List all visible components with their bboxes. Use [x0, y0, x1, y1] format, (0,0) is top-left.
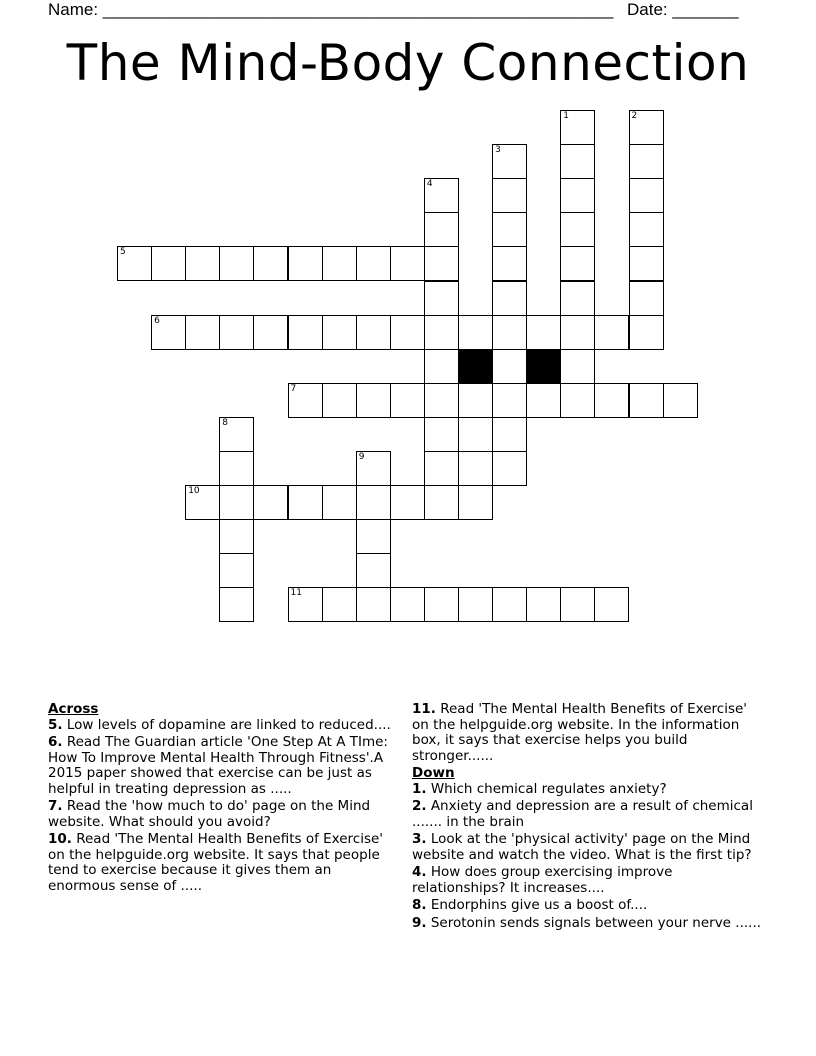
grid-cell[interactable] — [117, 246, 152, 281]
clue-number-label: 4 — [426, 179, 433, 190]
clue-down-1 — [412, 782, 762, 798]
grid-cell[interactable] — [560, 246, 595, 281]
clue-number: 9. — [412, 914, 427, 931]
clue-number: 7. — [48, 798, 63, 814]
across-heading: Across — [48, 701, 99, 717]
grid-cell[interactable] — [253, 246, 288, 281]
clue-down-3 — [412, 832, 762, 863]
clue-number-label: 10 — [188, 486, 200, 497]
grid-cell[interactable] — [560, 349, 595, 384]
grid-cell[interactable] — [322, 383, 357, 418]
grid-cell[interactable] — [492, 212, 527, 247]
clue-number: 6. — [48, 734, 63, 750]
grid-cell[interactable] — [424, 315, 459, 350]
grid-cell[interactable] — [629, 178, 664, 213]
grid-cell[interactable] — [458, 417, 493, 452]
grid-cell[interactable] — [458, 587, 493, 622]
grid-cell[interactable] — [424, 485, 459, 520]
grid-cell[interactable] — [629, 110, 664, 145]
clue-across-5 — [48, 718, 400, 734]
grid-cell[interactable] — [629, 315, 664, 350]
grid-cell[interactable] — [629, 246, 664, 281]
grid-cell[interactable] — [492, 178, 527, 213]
clue-down-8 — [412, 898, 762, 914]
grid-cell[interactable] — [390, 383, 425, 418]
grid-cell[interactable] — [424, 417, 459, 452]
grid-cell[interactable] — [594, 383, 629, 418]
grid-cell[interactable] — [253, 485, 288, 520]
grid-cell[interactable] — [492, 383, 527, 418]
grid-cell[interactable] — [424, 587, 459, 622]
clue-number: 10. — [48, 831, 72, 847]
grid-cell[interactable] — [492, 315, 527, 350]
grid-cell[interactable] — [219, 553, 254, 588]
grid-cell[interactable] — [560, 281, 595, 316]
grid-cell[interactable] — [560, 178, 595, 213]
grid-cell[interactable] — [458, 383, 493, 418]
grid-cell[interactable] — [492, 417, 527, 452]
clue-text: Endorphins give us a boost of.... — [426, 897, 648, 913]
grid-cell[interactable] — [219, 246, 254, 281]
grid-cell[interactable] — [219, 315, 254, 350]
date-field: Date: _______ — [627, 0, 739, 19]
grid-cell[interactable] — [185, 246, 220, 281]
clues-column-right — [412, 702, 762, 933]
grid-cell[interactable] — [492, 246, 527, 281]
grid-cell[interactable] — [185, 485, 220, 520]
clue-number: 2. — [412, 798, 427, 814]
clue-text: How does group exercising improve relationships? It increases.... — [412, 864, 673, 896]
clue-down-9 — [412, 916, 762, 932]
grid-cell[interactable] — [151, 315, 186, 350]
grid-cell[interactable] — [424, 349, 459, 384]
grid-cell[interactable] — [492, 587, 527, 622]
grid-cell[interactable] — [356, 383, 391, 418]
grid-cell[interactable] — [356, 553, 391, 588]
grid-cell[interactable] — [288, 383, 323, 418]
grid-cell[interactable] — [356, 451, 391, 486]
clue-across-7 — [48, 799, 400, 830]
grid-cell[interactable] — [424, 246, 459, 281]
grid-cell[interactable] — [288, 587, 323, 622]
clue-number-label: 5 — [120, 247, 126, 258]
grid-cell[interactable] — [458, 451, 493, 486]
grid-cell[interactable] — [424, 281, 459, 316]
grid-cell[interactable] — [492, 281, 527, 316]
grid-cell[interactable] — [492, 349, 527, 384]
grid-cell[interactable] — [219, 519, 254, 554]
clue-number-label: 9 — [358, 452, 365, 462]
clue-text: Look at the 'physical activity' page on the Mind website and watch the video. What is the first tip? — [412, 831, 752, 863]
clue-number-label: 3 — [495, 145, 501, 156]
down-heading: Down — [412, 765, 455, 781]
grid-cell[interactable] — [424, 178, 459, 213]
grid-cell[interactable] — [560, 212, 595, 247]
grid-cell[interactable] — [458, 315, 493, 350]
grid-cell[interactable] — [322, 246, 357, 281]
grid-cell[interactable] — [390, 315, 425, 350]
clue-number-label: 8 — [222, 417, 229, 428]
clue-text: Read 'The Mental Health Benefits of Exercise' on the helpguide.org website. In the information box, it says that exercise helps you build stronger...... — [412, 701, 748, 764]
grid-cell[interactable] — [288, 246, 323, 281]
clue-down-2 — [412, 799, 762, 830]
grid-cell[interactable] — [526, 383, 561, 418]
clues-column-left — [48, 702, 400, 896]
clue-number-label: 2 — [631, 111, 638, 121]
grid-cell[interactable] — [219, 417, 254, 452]
grid-cell[interactable] — [526, 315, 561, 350]
clue-number: 3. — [412, 831, 427, 847]
grid-block-cell — [458, 349, 493, 384]
clue-text: Which chemical regulates anxiety? — [426, 780, 667, 797]
clue-number-label: 6 — [154, 315, 160, 326]
grid-cell[interactable] — [560, 587, 595, 622]
grid-cell[interactable] — [390, 485, 425, 520]
grid-cell[interactable] — [424, 451, 459, 486]
grid-cell[interactable] — [288, 485, 323, 520]
grid-cell[interactable] — [629, 144, 664, 179]
grid-cell[interactable] — [560, 110, 595, 145]
grid-cell[interactable] — [356, 315, 391, 350]
grid-cell[interactable] — [322, 315, 357, 350]
grid-cell[interactable] — [458, 485, 493, 520]
grid-cell[interactable] — [322, 485, 357, 520]
clue-number-label: 11 — [290, 588, 302, 599]
clue-number-label: 7 — [290, 383, 297, 394]
grid-cell[interactable] — [356, 519, 391, 554]
grid-cell[interactable] — [594, 587, 629, 622]
grid-cell[interactable] — [424, 383, 459, 418]
clue-number: 1. — [412, 780, 427, 797]
clue-number: 5. — [48, 716, 63, 733]
grid-cell[interactable] — [219, 451, 254, 486]
grid-cell[interactable] — [390, 246, 425, 281]
clue-text: Anxiety and depression are a result of chemical ....... in the brain — [412, 798, 753, 830]
grid-cell[interactable] — [663, 383, 698, 418]
page-title: The Mind-Body Connection — [66, 34, 750, 92]
grid-cell[interactable] — [629, 383, 664, 418]
grid-cell[interactable] — [185, 315, 220, 350]
grid-cell[interactable] — [492, 144, 527, 179]
grid-cell[interactable] — [492, 451, 527, 486]
grid-cell[interactable] — [219, 587, 254, 622]
clue-text: Read 'The Mental Health Benefits of Exercise' on the helpguide.org website. It says that people tend to exercise because it gives them an enormous sense of ..... — [48, 831, 384, 894]
clue-text: Read the 'how much to do' page on the Mind website. What should you avoid? — [48, 798, 371, 830]
grid-cell[interactable] — [629, 281, 664, 316]
grid-cell[interactable] — [356, 246, 391, 281]
grid-cell[interactable] — [151, 246, 186, 281]
grid-cell[interactable] — [356, 485, 391, 520]
grid-cell[interactable] — [560, 315, 595, 350]
clue-number: 11. — [412, 701, 436, 717]
grid-block-cell — [526, 349, 561, 384]
clue-across-10 — [48, 832, 400, 894]
grid-cell[interactable] — [322, 587, 357, 622]
clue-number: 4. — [412, 864, 427, 880]
grid-cell[interactable] — [424, 212, 459, 247]
grid-cell[interactable] — [253, 315, 288, 350]
grid-cell[interactable] — [288, 315, 323, 350]
grid-cell[interactable] — [560, 144, 595, 179]
clue-across-11 — [412, 702, 762, 764]
clue-text: Read The Guardian article 'One Step At A TIme: How To Improve Mental Health Through Fitness'.A 2015 paper showed that exercise can be just as helpful in treating depression as ..... — [48, 734, 388, 797]
clue-number-label: 1 — [563, 111, 570, 121]
clue-across-6 — [48, 735, 400, 797]
clue-number: 8. — [412, 897, 427, 913]
grid-cell[interactable] — [629, 212, 664, 247]
grid-cell[interactable] — [390, 587, 425, 622]
grid-cell[interactable] — [560, 383, 595, 418]
grid-cell[interactable] — [594, 315, 629, 350]
grid-cell[interactable] — [356, 587, 391, 622]
clue-down-4 — [412, 865, 762, 896]
name-field: Name: ______________________________________________________ — [48, 0, 614, 19]
clue-text: Serotonin sends signals between your nerve ...... — [426, 914, 762, 931]
clue-text: Low levels of dopamine are linked to reduced.... — [62, 716, 391, 733]
grid-cell[interactable] — [219, 485, 254, 520]
grid-cell[interactable] — [526, 587, 561, 622]
